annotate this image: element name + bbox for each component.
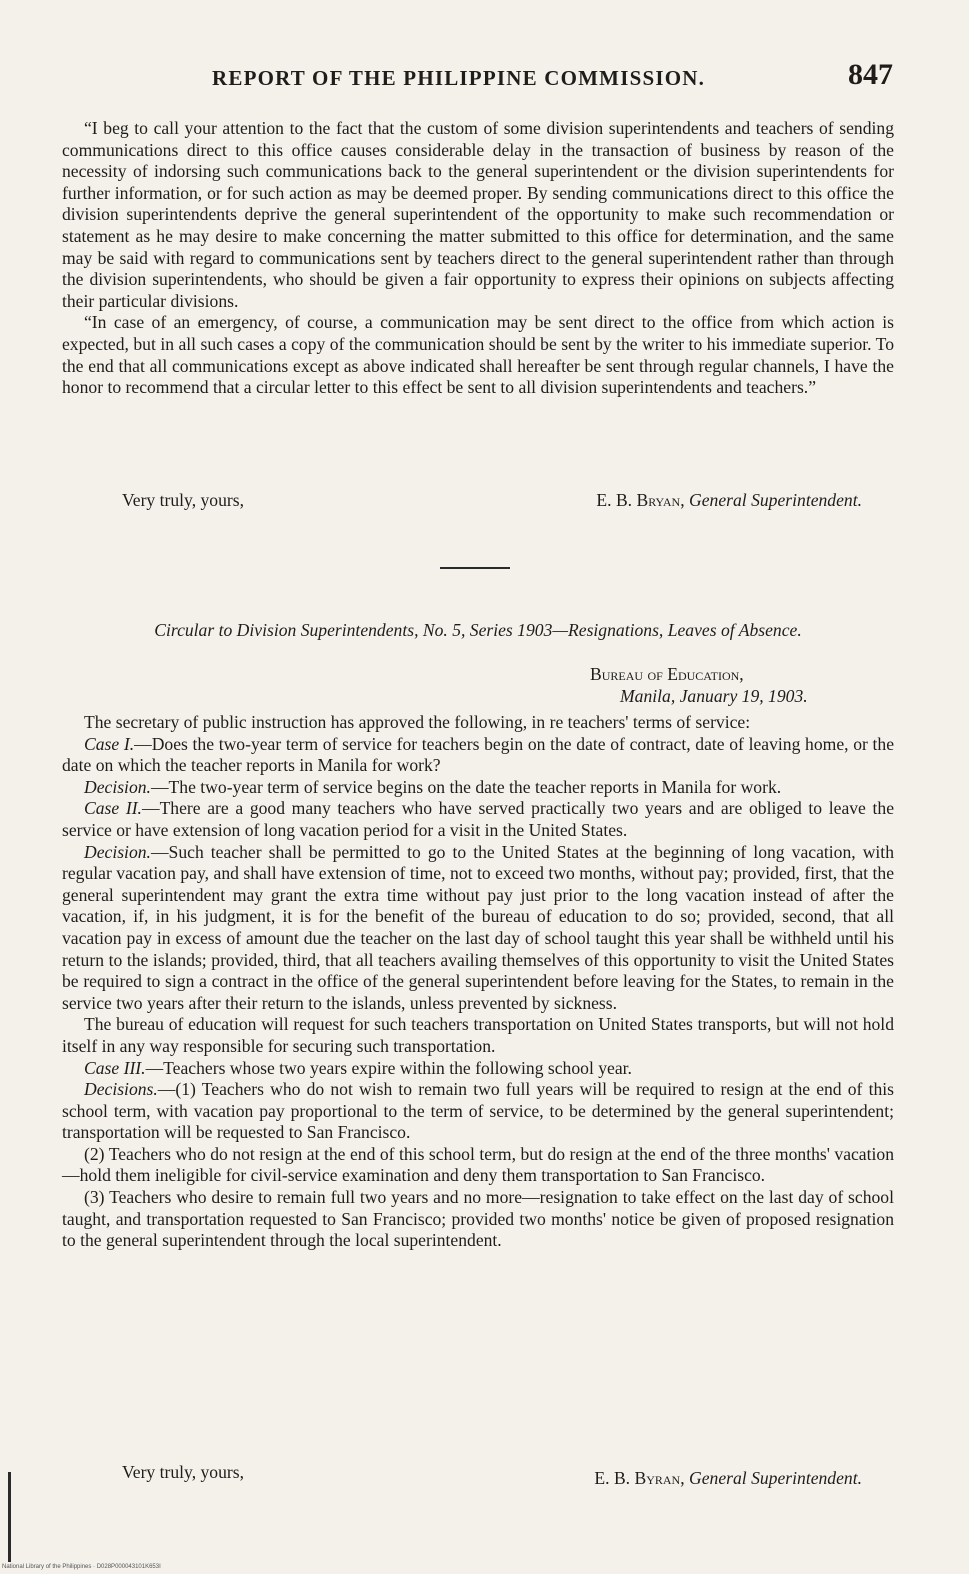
dateline [590,663,808,707]
circular-item [62,777,894,799]
circular-intro: The secretary of public instruction has approved the following, in re teachers' terms of service: [84,712,751,732]
circular-body [62,712,894,1252]
circular-item [62,842,894,1015]
closing-salutation: Very truly, yours, [122,1462,244,1482]
signature-name: E. B. Byran, [594,1468,685,1488]
circular-item [62,734,894,777]
footer-note: National Library of the Philippines · D028P000043101K653I [2,1564,161,1570]
letter-body [62,118,894,399]
item-text: —The two-year term of service begins on the date the teacher reports in Manila for work. [150,776,782,797]
signature [594,1468,862,1489]
circular-item [62,1144,894,1187]
item-text: The bureau of education will request for such teachers transportation on United States transports, but will not hold itself in any way responsible for securing such transportation. [62,1014,894,1056]
circular-title: Circular to Division Superintendents, No. 5, Series 1903—Resignations, Leaves of Absence. [154,620,802,640]
running-head: REPORT OF THE PHILIPPINE COMMISSION. [212,66,706,90]
letter-paragraph: “I beg to call your attention to the fact that the custom of some division superintendents and teachers of sending communications direct to this office causes considerable delay in the transaction of business by reason of the necessity of indorsing such communications back to the general superintendent or the division superintendents for further information, or for such action as may be deemed proper. By sending communications direct to this office the division superintendents deprive the general superintendent of the opportunity to make such recommendation or statement as he may desire to make concerning the matter submitted to this office for determination, and the same may be said with regard to communications sent by teachers direct to the general superintendent rather than through the division superintendents, who should be given a fair opportunity to express their opinions on subjects affecting their particular divisions. [62,118,894,311]
item-text: —Does the two-year term of service for teachers begin on the date of contract, date of leaving home, or the date on which the teacher reports in Manila for work? [62,733,895,776]
item-label: Decision. [84,776,151,797]
closing-salutation: Very truly, yours, [122,490,244,510]
binding-edge-mark [8,1472,11,1562]
signature-name: E. B. Bryan, [596,490,685,510]
place-date: Manila, January 19, 1903. [620,686,808,706]
letter-closing [62,490,894,514]
item-text: (2) Teachers who do not resign at the end of this school term, but do resign at the end of the three months' vacation—hold them ineligible for civil-service examination and deny them transportation to San Francisco. [62,1143,894,1186]
circular-item [62,1187,894,1252]
item-label: Decision. [84,841,151,862]
circular-item [62,1058,894,1080]
item-text: —Such teacher shall be permitted to go to the United States at the beginning of long vacation, with regular vacation pay, and shall have extension of time, not to exceed two months, without pay; provided, first, that the general superintendent may grant the extra time without pay just prior to the long vacation instead of after the vacation, if, in his judgment, it is for the benefit of the bureau of education to do so; provided, second, that all vacation pay in excess of amount due the teacher on the last day of school taught this year shall be withheld until his return to the islands; provided, third, that all teachers availing themselves of this opportunity to visit the United States be required to sign a contract in the office of the general superintendent before leaving for the States, to remain in the service two years after their return to the islands, unless prevented by sickness. [62,841,894,1013]
item-label: Case III. [84,1057,146,1078]
page-header [62,58,893,98]
page-number: 847 [848,58,893,91]
signature [596,490,862,511]
item-label: Case II. [84,798,142,819]
item-label: Decisions. [84,1079,158,1100]
circular-item [62,1079,894,1144]
signature-title: General Superintendent. [689,490,862,510]
item-text: —There are a good many teachers who have served practically two years and are obliged to leave the service or have extension of long vacation period for a visit in the United States. [62,798,895,840]
item-text: (3) Teachers who desire to remain full two years and no more—resignation to take effect on the last day of school taught, and transportation requested to San Francisco; provided two months' notice be given of proposed resignation to the general superintendent through the local superintendent. [62,1187,894,1251]
item-text: —(1) Teachers who do not wish to remain two full years will be required to resign at the end of this school term, with vacation pay proportional to the term of service, to be determined by the general superintendent; transportation will be requested to San Francisco. [62,1079,894,1143]
item-text: —Teachers whose two years expire within the following school year. [145,1057,632,1078]
circular-item [62,798,894,841]
letter-paragraph: “In case of an emergency, of course, a communication may be sent direct to the office from which action is expected, but in all such cases a copy of the communication should be sent by the writer to his immediate superior. To the end that all communications except as above indicated shall hereafter be sent through regular channels, I have the honor to recommend that a circular letter to this effect be sent to all division superintendents and teachers.” [62,312,894,398]
office-name: Bureau of Education, [590,664,744,684]
item-label: Case I. [84,733,135,754]
section-divider [440,567,510,569]
circular-closing [62,1462,894,1486]
circular-item [62,1014,894,1057]
signature-title: General Superintendent. [689,1468,862,1488]
